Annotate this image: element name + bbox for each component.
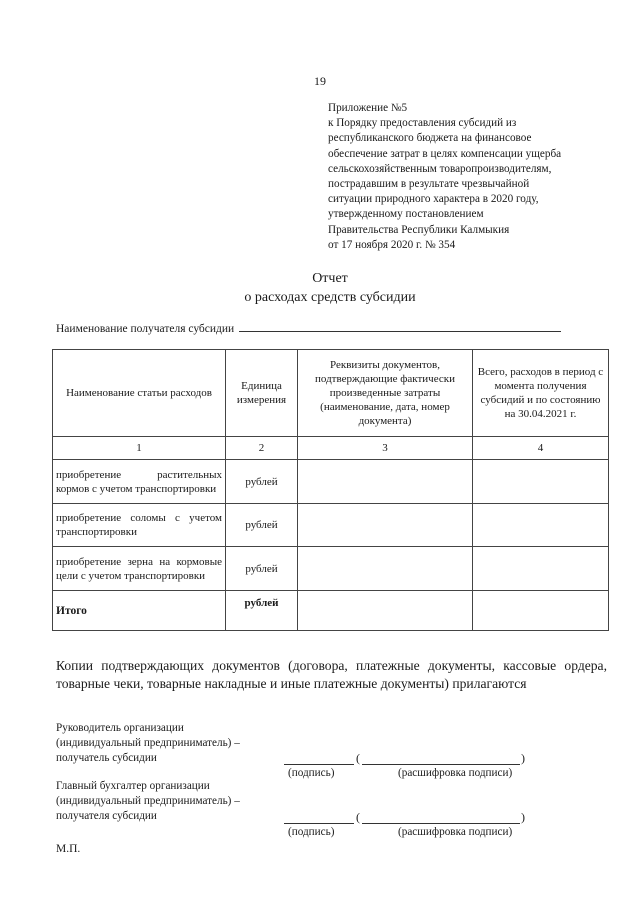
recipient-field — [56, 320, 561, 335]
total-label: Итого — [53, 591, 226, 631]
table-row — [53, 504, 609, 547]
total-sum-cell[interactable] — [473, 591, 609, 631]
column-number: 2 — [226, 437, 298, 460]
header-unit: Единица измерения — [226, 350, 298, 437]
appendix-line: Правительства Республики Калмыкия — [328, 223, 510, 236]
expense-documents-cell[interactable] — [298, 504, 473, 547]
expense-unit: рублей — [226, 547, 298, 591]
table-row — [53, 547, 609, 591]
close-paren: ) — [521, 751, 525, 765]
appendix-line: пострадавшим в результате чрезвычайной — [328, 178, 530, 191]
accountant-signature-label — [56, 779, 240, 824]
column-number: 3 — [298, 437, 473, 460]
director-signature-label — [56, 721, 240, 766]
signature-label-line: Руководитель организации — [56, 722, 184, 734]
report-title-main: Отчет — [312, 271, 348, 286]
expense-documents-cell[interactable] — [298, 460, 473, 504]
expense-name: приобретение соломы с учетом транспортировки — [53, 504, 226, 547]
open-paren: ( — [356, 751, 360, 765]
total-documents-cell[interactable] — [298, 591, 473, 631]
accountant-signature-line[interactable] — [284, 823, 354, 824]
report-subtitle: о расходах средств субсидии — [244, 290, 416, 305]
table-row — [53, 460, 609, 504]
header-total: Всего, расходов в период с момента получения субсидий и по состоянию на 30.04.2021 г. — [473, 350, 609, 437]
close-paren: ) — [521, 810, 525, 824]
signature-label-line: получатель субсидии — [56, 752, 157, 764]
report-title — [0, 269, 640, 307]
expense-documents-cell[interactable] — [298, 547, 473, 591]
open-paren: ( — [356, 810, 360, 824]
director-name-line[interactable] — [362, 764, 520, 765]
expense-name: приобретение зерна на кормовые цели с учетом транспортировки — [53, 547, 226, 591]
signature-caption: (подпись) — [288, 767, 335, 779]
appendix-line: республиканского бюджета на финансовое — [328, 132, 532, 145]
appendix-line: ситуации природного характера в 2020 году, — [328, 193, 539, 206]
signature-caption: (подпись) — [288, 826, 335, 838]
page-number: 19 — [314, 74, 326, 88]
expense-total-cell[interactable] — [473, 547, 609, 591]
column-number-row — [53, 437, 609, 460]
decode-caption: (расшифровка подписи) — [398, 826, 513, 838]
accountant-name-line[interactable] — [362, 823, 520, 824]
appendix-line: обеспечение затрат в целях компенсации ущерба — [328, 147, 562, 160]
expense-total-cell[interactable] — [473, 460, 609, 504]
expense-total-cell[interactable] — [473, 504, 609, 547]
signature-label-line: (индивидуальный предприниматель) – — [56, 737, 240, 749]
appendix-line: от 17 ноября 2020 г. № 354 — [328, 238, 456, 251]
copies-note: Копии подтверждающих документов (договора, платежные документы, кассовые ордера, товарные чеки, товарные накладные и иные платежные документы) прилагаются — [56, 658, 607, 691]
recipient-label: Наименование получателя субсидии — [56, 323, 235, 335]
appendix-line: Приложение №5 — [328, 102, 408, 114]
header-expense-item: Наименование статьи расходов — [53, 350, 226, 437]
signature-label-line: (индивидуальный предприниматель) – — [56, 795, 240, 807]
decode-caption: (расшифровка подписи) — [398, 767, 513, 779]
signature-label-line: получателя субсидии — [56, 810, 157, 822]
header-documents: Реквизиты документов, подтверждающие фактически произведенные затраты (наименование, дата, номер документа) — [298, 350, 473, 437]
appendix-line: к Порядку предоставления субсидий из — [328, 117, 517, 130]
recipient-blank[interactable] — [239, 320, 561, 332]
column-number: 1 — [53, 437, 226, 460]
table-header-row — [53, 350, 609, 437]
appendix-line: сельскохозяйственным товаропроизводителям, — [328, 162, 552, 175]
expense-unit: рублей — [226, 460, 298, 504]
expense-name: приобретение растительных кормов с учетом транспортировки — [53, 460, 226, 504]
director-signature-line[interactable] — [284, 764, 354, 765]
signature-label-line: Главный бухгалтер организации — [56, 780, 210, 792]
total-row — [53, 591, 609, 631]
expenses-table — [52, 349, 609, 631]
expense-unit: рублей — [226, 504, 298, 547]
appendix-line: утвержденному постановлением — [328, 208, 484, 221]
column-number: 4 — [473, 437, 609, 460]
total-unit: рублей — [226, 591, 298, 631]
appendix-header — [328, 101, 628, 253]
stamp-label: М.П. — [56, 843, 81, 855]
